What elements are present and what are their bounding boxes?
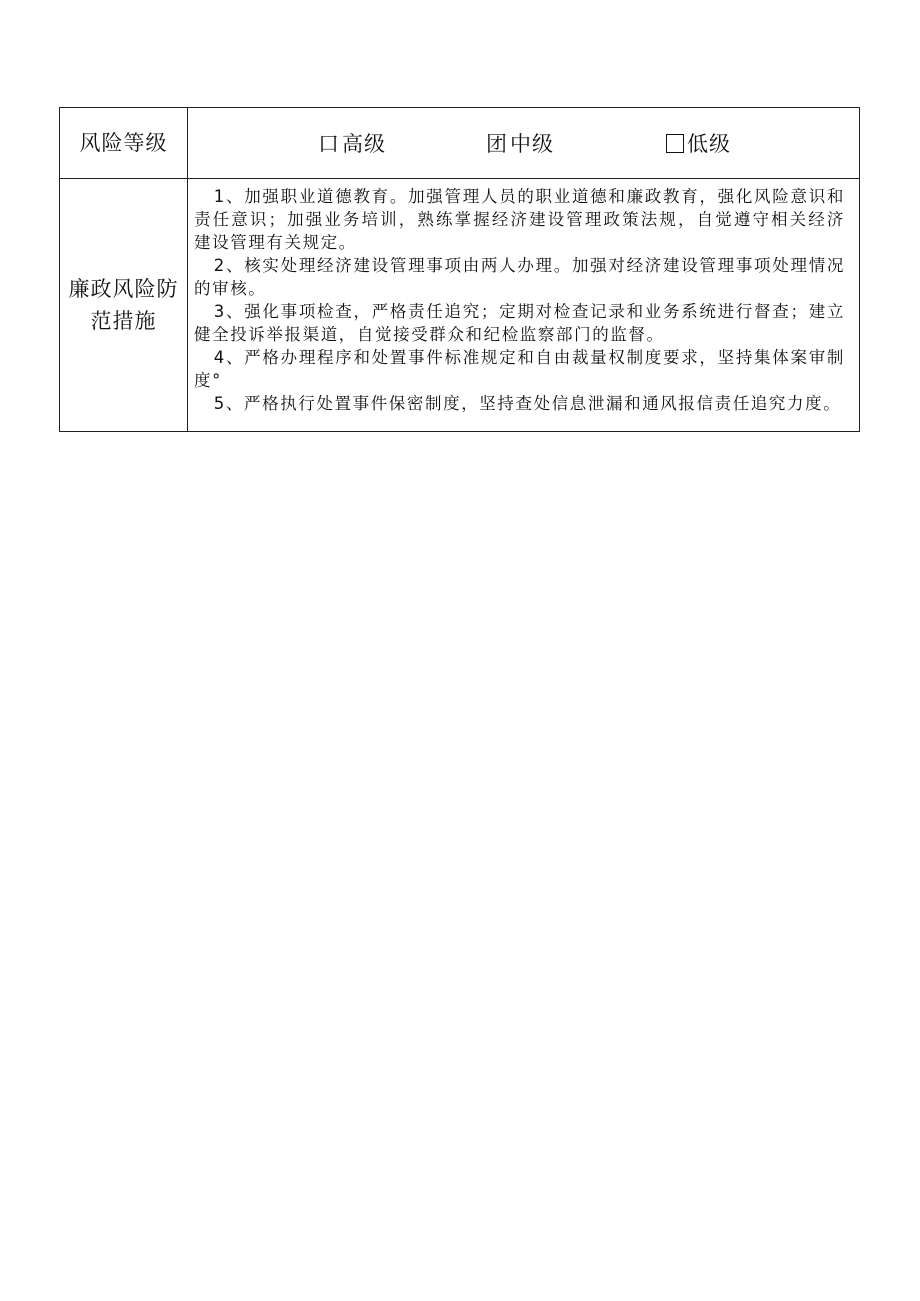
level-high-label: 高级 (342, 132, 386, 156)
measures-content (188, 179, 860, 432)
measure-item: 5、严格执行处置事件保密制度，坚持查处信息泄漏和通风报信责任追究力度。 (213, 394, 842, 413)
level-option-mid[interactable] (486, 128, 554, 158)
level-option-low[interactable] (666, 128, 731, 158)
level-mid-label: 中级 (510, 132, 554, 156)
measure-item: 4、严格办理程序和处置事件标准规定和自由裁量权制度要求，坚持集体案审制度° (194, 348, 845, 390)
risk-control-table (59, 107, 860, 432)
measure-item: 3、强化事项检查，严格责任追究；定期对检查记录和业务系统进行督查；建立健全投诉举报渠道，自觉接受群众和纪检监察部门的监督。 (194, 302, 845, 344)
risk-level-label: 风险等级 (60, 108, 188, 179)
level-option-high[interactable] (318, 128, 386, 158)
checkbox-unchecked-icon (666, 134, 684, 153)
checkbox-unchecked-icon: 口 (318, 132, 340, 156)
measures-row (60, 179, 860, 432)
risk-level-row (60, 108, 860, 179)
risk-level-options (188, 108, 860, 179)
checkbox-checked-icon: 团 (486, 132, 508, 156)
measures-label: 廉政风险防范措施 (60, 179, 188, 432)
measure-item: 2、核实处理经济建设管理事项由两人办理。加强对经济建设管理事项处理情况的审核。 (194, 256, 845, 298)
level-low-label: 低级 (687, 132, 731, 156)
measure-item: 1、加强职业道德教育。加强管理人员的职业道德和廉政教育，强化风险意识和责任意识；加强业务培训，熟练掌握经济建设管理政策法规，自觉遵守相关经济建设管理有关规定。 (194, 187, 845, 252)
